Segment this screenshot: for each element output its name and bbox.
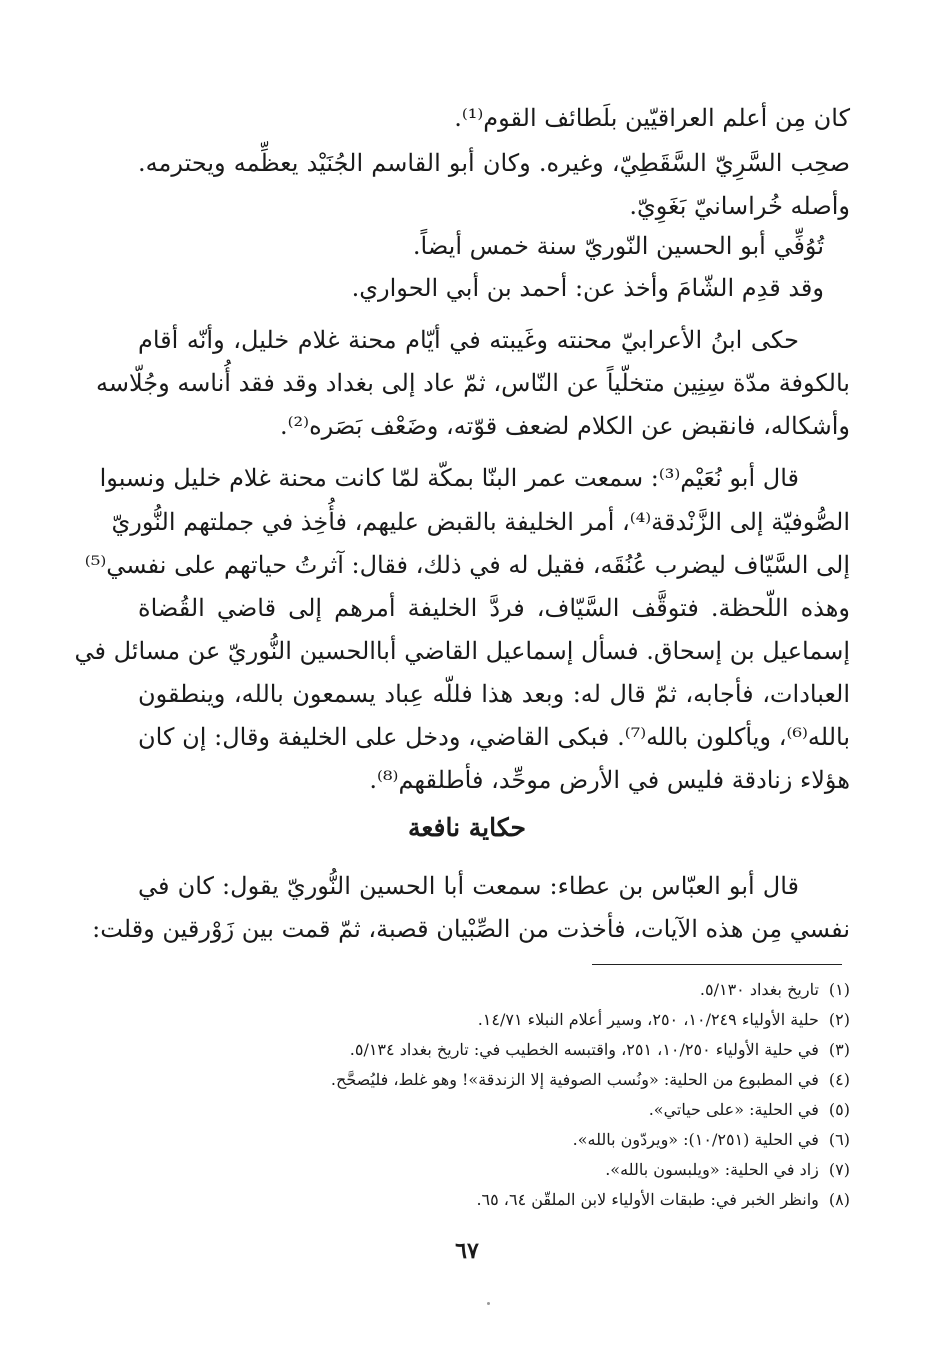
footnote-number: (٥) <box>828 1100 850 1119</box>
footnote-8 <box>476 1187 850 1213</box>
body-line-9: قال أبو نُعَيْم⁽³⁾: سمعت عمر البنّا بمكّة لمّا كانت محنة غلام خليل ونسبوا <box>99 464 799 492</box>
footnote-text: في الحلية (١٠/٢٥١): «ويردّون بالله». <box>572 1130 819 1149</box>
body-line-10: الصُّوفيّة إلى الزَّنْدقة⁽⁴⁾، أمر الخليفة بالقبض عليهم، فأُخِذ في جملتهم النُّوريّ <box>111 508 850 536</box>
footnote-text: تاريخ بغداد ٥/١٣٠. <box>699 980 819 999</box>
body-line-6: حكى ابنُ الأعرابيّ محنته وغَيبته في أيّام محنة غلام خليل، وأنّه أقام <box>138 326 800 354</box>
footnote-text: في الحلية: «على حياتي». <box>648 1100 819 1119</box>
footnote-7 <box>605 1157 850 1183</box>
body-line-11: إلى السَّيّاف ليضرب عُنُقَه، فقيل له في ذلك، فقال: آثرتُ حياتهم على نفسي⁽⁵⁾ <box>84 551 850 579</box>
body-line-13: إسماعيل بن إسحاق. فسأل إسماعيل القاضي أباالحسين النُّوريّ عن مسائل في <box>74 637 850 665</box>
body-line-8: وأشكاله، فانقبض عن الكلام لضعف قوّته، وضَعْف بَصَره⁽²⁾. <box>280 412 850 440</box>
footnote-5 <box>649 1097 850 1123</box>
footnote-divider <box>592 964 842 965</box>
section-line-1: قال أبو العبّاس بن عطاء: سمعت أبا الحسين النُّوريّ يقول: كان في <box>138 872 799 900</box>
footnote-text: وانظر الخبر في: طبقات الأولياء لابن الملقّن ٦٤، ٦٥. <box>476 1190 819 1209</box>
footnote-number: (٦) <box>828 1130 850 1149</box>
footnote-number: (٣) <box>828 1040 850 1059</box>
footnote-text: زاد في الحلية: «ويلبسون بالله». <box>605 1160 819 1179</box>
footnote-3 <box>350 1037 850 1063</box>
section-heading: حكاية نافعة <box>408 813 526 842</box>
body-line-4: تُوُفِّي أبو الحسين النّوريّ سنة خمس أيضاً. <box>412 232 824 260</box>
footnote-text: في المطبوع من الحلية: «ونُسب الصوفية إلا الزندقة»! وهو غلط، فليُصحَّح. <box>330 1070 819 1089</box>
body-line-1: كان مِن أعلم العراقيّين بلَطائف القوم⁽¹⁾. <box>454 104 850 132</box>
footnote-6 <box>573 1127 850 1153</box>
footnote-number: (٨) <box>828 1190 850 1209</box>
footnote-number: (١) <box>828 980 850 999</box>
body-line-12: وهذه اللّحظة. فتوقَّف السَّيّاف، فردَّ الخليفة أمرهم إلى قاضي القُضاة <box>138 594 850 622</box>
body-line-3: وأصله خُراسانيّ بَغَوِيّ. <box>629 192 850 220</box>
page-speck <box>487 1302 490 1305</box>
footnote-text: في حلية الأولياء ١٠/٢٥٠، ٢٥١، واقتبسه الخطيب في: تاريخ بغداد ٥/١٣٤. <box>349 1040 819 1059</box>
body-line-7: بالكوفة مدّة سِنِين متخلّياً عن النّاس، ثمّ عاد إلى بغداد وقد فقد أُناسه وجُلّاسه <box>95 369 850 397</box>
footnote-number: (٢) <box>828 1010 850 1029</box>
footnote-1 <box>700 977 850 1003</box>
footnote-text: حلية الأولياء ١٠/٢٤٩، ٢٥٠، وسير أعلام النبلاء ١٤/٧١. <box>477 1010 819 1029</box>
footnote-2 <box>478 1007 850 1033</box>
footnote-number: (٧) <box>828 1160 850 1179</box>
body-line-5: وقد قدِم الشّامَ وأخذ عن: أحمد بن أبي الحواري. <box>351 274 824 302</box>
page-number: ٦٧ <box>455 1238 479 1264</box>
body-line-14: العبادات، فأجابه، ثمّ قال له: وبعد هذا فللّه عِباد يسمعون بالله، وينطقون <box>138 680 850 708</box>
footnote-number: (٤) <box>828 1070 850 1089</box>
body-line-2: صحِب السَّرِيّ السَّقَطِيّ، وغيره. وكان أبو القاسم الجُنَيْد يعظِّمه ويحترمه. <box>138 149 850 177</box>
body-line-15: بالله⁽⁶⁾، ويأكلون بالله⁽⁷⁾. فبكى القاضي، ودخل على الخليفة وقال: إن كان <box>138 723 851 751</box>
body-line-16: هؤلاء زنادقة فليس في الأرض موحِّد، فأطلقهم⁽⁸⁾. <box>369 766 850 794</box>
footnote-4 <box>331 1067 850 1093</box>
section-line-2: نفسي مِن هذه الآيات، فأخذت من الصِّبْيان قصبة، ثمّ قمت بين زَوْرقين وقلت: <box>92 915 850 943</box>
